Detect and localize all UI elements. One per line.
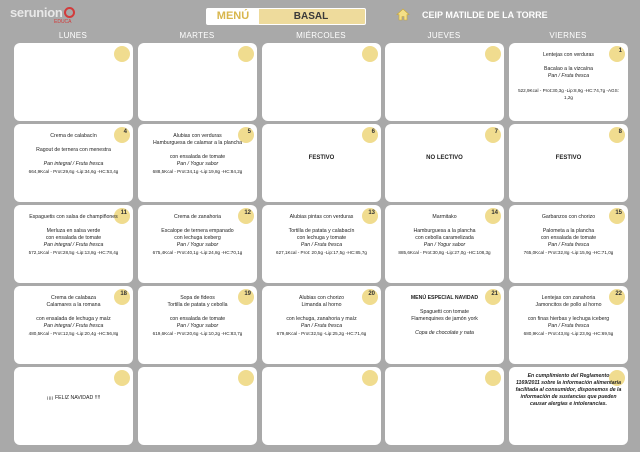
menu-line bbox=[144, 147, 251, 154]
day-label-monday: LUNES bbox=[58, 31, 88, 40]
day-number-badge: 21 bbox=[485, 289, 501, 305]
day-number-badge: 15 bbox=[609, 208, 625, 224]
day-menu-content bbox=[144, 133, 251, 199]
menu-line: Pan / Yogur sabor bbox=[176, 242, 219, 248]
day-cell bbox=[262, 124, 381, 202]
day-number-badge: 13 bbox=[362, 208, 378, 224]
menu-line: con ensalada de tomate bbox=[540, 235, 597, 241]
serunion-logo bbox=[10, 5, 75, 20]
day-cell bbox=[509, 124, 628, 202]
menu-line: Tortilla de patata y calabacín bbox=[288, 228, 355, 234]
menu-line: 522,9Kcal - Prot:30,3g -Lip:8,9g -HC:74,7g -AGS: 1,2g bbox=[518, 88, 619, 100]
day-menu-content bbox=[268, 154, 375, 199]
day-cell bbox=[385, 286, 504, 364]
day-label-tuesday: MARTES bbox=[179, 31, 215, 40]
menu-type-pill bbox=[206, 8, 366, 25]
menu-line: Pan / Fruta fresca bbox=[300, 323, 343, 329]
menu-line: con ensalada de tomate bbox=[169, 316, 226, 322]
menu-line: con ensalada de lechuga y maíz bbox=[36, 316, 111, 322]
menu-line: con finas hierbas y lechuga iceberg bbox=[527, 316, 610, 322]
menu-line: Merluza en salsa verde bbox=[46, 228, 101, 234]
day-number-badge: 18 bbox=[114, 289, 130, 305]
day-cell bbox=[385, 367, 504, 445]
menu-type-label: BASAL bbox=[293, 11, 329, 22]
menu-line: con ensalada de tomate bbox=[45, 235, 102, 241]
day-menu-content bbox=[391, 376, 498, 442]
day-cell bbox=[138, 43, 257, 121]
menu-line: con lechuga y tomate bbox=[296, 235, 347, 241]
menu-line: FESTIVO bbox=[308, 155, 335, 161]
day-cell bbox=[509, 367, 628, 445]
menu-line: Pan integral / Fruta fresca bbox=[43, 242, 104, 248]
menu-line bbox=[391, 221, 498, 228]
menu-line: 572,1Kcal - Prot:28,5g -Lip:13,8g -HC:78,4g bbox=[28, 250, 119, 255]
menu-line: Crema de calabacín bbox=[50, 133, 97, 139]
menu-line: Pan / Yogur sabor bbox=[176, 323, 219, 329]
day-menu-content bbox=[144, 376, 251, 442]
day-cell bbox=[509, 286, 628, 364]
menu-line: Lentejas con verduras bbox=[542, 52, 595, 58]
header bbox=[0, 0, 640, 30]
menu-line bbox=[144, 221, 251, 228]
menu-line: Marmitako bbox=[432, 214, 457, 220]
menu-line bbox=[391, 323, 498, 330]
day-label-thursday: JUEVES bbox=[427, 31, 461, 40]
menu-line: Limanda al horno bbox=[301, 302, 342, 308]
menu-line bbox=[20, 309, 127, 316]
day-menu-content bbox=[515, 373, 622, 442]
menu-line: Hamburguesa de calamar a la plancha bbox=[152, 140, 243, 146]
menu-line: con ensalada de tomate bbox=[169, 154, 226, 160]
logo-text: serunion bbox=[10, 5, 63, 20]
menu-label: MENÚ bbox=[207, 9, 259, 24]
menu-line: Lentejas con zanahoria bbox=[541, 295, 596, 301]
day-cell bbox=[262, 286, 381, 364]
menu-line bbox=[20, 154, 127, 161]
menu-line: Pan / Fruta fresca bbox=[547, 242, 590, 248]
day-number-badge: 8 bbox=[609, 127, 625, 143]
menu-line: 675,4Kcal - Prot:40,1g -Lip:24,8g -HC:70,1g bbox=[152, 250, 243, 255]
day-cell bbox=[14, 205, 133, 283]
day-number-badge: 20 bbox=[362, 289, 378, 305]
menu-line: Pan / Yogur sabor bbox=[423, 242, 466, 248]
menu-line: Hamburguesa a la plancha bbox=[413, 228, 476, 234]
day-number-badge: 12 bbox=[238, 208, 254, 224]
menu-line: Copa de chocolate y nata bbox=[415, 330, 474, 336]
weekday-header-row bbox=[14, 31, 628, 41]
menu-line bbox=[515, 309, 622, 316]
logo-subtitle: EDUCA bbox=[54, 19, 72, 25]
day-number-badge: 11 bbox=[114, 208, 130, 224]
menu-line bbox=[515, 221, 622, 228]
menu-line: MENÚ ESPECIAL NAVIDAD bbox=[410, 295, 479, 301]
menu-line: con lechuga iceberg bbox=[174, 235, 221, 241]
day-label-friday: VIERNES bbox=[549, 31, 587, 40]
menu-line bbox=[515, 80, 622, 87]
day-cell bbox=[262, 367, 381, 445]
menu-line: Calamares a la romana bbox=[46, 302, 101, 308]
day-cell bbox=[262, 43, 381, 121]
day-menu-content bbox=[20, 295, 127, 361]
menu-line: 480,5Kcal - Prot:12,5g -Lip:20,4g -HC:56,8g bbox=[28, 331, 119, 336]
menu-line: Crema de calabaza bbox=[51, 295, 96, 301]
day-menu-content bbox=[20, 52, 127, 118]
menu-line: Pan / Fruta fresca bbox=[300, 242, 343, 248]
home-icon[interactable] bbox=[396, 8, 410, 21]
menu-line bbox=[20, 221, 127, 228]
day-menu-content bbox=[20, 133, 127, 199]
menu-line bbox=[144, 309, 251, 316]
menu-line: En cumplimiento del Reglamento 1169/2011 sobre la información alimentaria facilitada al consumidor, disponemos de la información de sustancias que pueden causar alergias e intolerancias. bbox=[515, 373, 622, 407]
day-number-badge: 1 bbox=[609, 46, 625, 62]
menu-line: Ragout de ternera con menestra bbox=[36, 147, 111, 153]
day-number-badge: 14 bbox=[485, 208, 501, 224]
day-number-badge bbox=[114, 370, 130, 386]
menu-line: NO LECTIVO bbox=[426, 155, 463, 161]
day-menu-content bbox=[515, 154, 622, 199]
menu-line: Alubias con chorizo bbox=[299, 295, 344, 301]
day-menu-content bbox=[391, 154, 498, 199]
menu-line bbox=[20, 140, 127, 147]
day-cell bbox=[385, 43, 504, 121]
menu-line: 680,9Kcal - Prot:43,8g -Lip:23,9g -HC:69,5g bbox=[523, 331, 614, 336]
day-menu-content bbox=[268, 52, 375, 118]
day-menu-content bbox=[391, 52, 498, 118]
day-menu-content bbox=[391, 295, 498, 361]
day-cell bbox=[138, 367, 257, 445]
day-cell bbox=[138, 124, 257, 202]
menu-line: 885,6Kcal - Prot:30,8g -Lip:27,0g -HC:108,3g bbox=[398, 250, 491, 255]
day-number-badge: 4 bbox=[114, 127, 130, 143]
menu-line: ¡¡¡¡ FELIZ NAVIDAD !!!! bbox=[46, 395, 101, 401]
menu-line: 664,9Kcal - Prot:29,6g -Lip:34,6g -HC:53,4g bbox=[28, 169, 119, 174]
menu-line bbox=[268, 309, 375, 316]
menu-line: Palometa a la plancha bbox=[542, 228, 595, 234]
menu-line: Alubias con verduras bbox=[173, 133, 222, 139]
menu-line: Pan / Yogur sabor bbox=[176, 161, 219, 167]
day-menu-content bbox=[144, 214, 251, 280]
day-number-badge: 6 bbox=[362, 127, 378, 143]
menu-line: Tortilla de patata y cebolla bbox=[167, 302, 228, 308]
menu-line: Spaguetti con tomate bbox=[419, 309, 470, 315]
menu-line: 679,6Kcal - Prot:32,5g -Lip:25,2g -HC:71,6g bbox=[276, 331, 367, 336]
menu-line: Flamenquines de jamón york bbox=[411, 316, 478, 322]
day-menu-content bbox=[144, 52, 251, 118]
day-number-badge: 7 bbox=[485, 127, 501, 143]
day-menu-content bbox=[268, 376, 375, 442]
day-number-badge: 19 bbox=[238, 289, 254, 305]
menu-line: Pan integral / Fruta fresca bbox=[43, 161, 104, 167]
menu-line bbox=[268, 221, 375, 228]
day-menu-content bbox=[515, 214, 622, 280]
logo-mark-icon bbox=[64, 7, 75, 18]
menu-line: con cebolla caramelizada bbox=[415, 235, 474, 241]
day-menu-content bbox=[391, 214, 498, 280]
day-cell bbox=[14, 43, 133, 121]
day-cell bbox=[385, 124, 504, 202]
day-cell bbox=[262, 205, 381, 283]
day-label-wednesday: MIÉRCOLES bbox=[296, 31, 346, 40]
menu-line: Pan integral / Fruta fresca bbox=[43, 323, 104, 329]
day-menu-content bbox=[20, 214, 127, 280]
menu-line: Garbanzos con chorizo bbox=[541, 214, 596, 220]
menu-line: con lechuga, zanahoria y maíz bbox=[286, 316, 357, 322]
menu-line: 688,5Kcal - Prot:34,1g -Lip:19,8g -HC:84,2g bbox=[152, 169, 243, 174]
day-menu-content bbox=[268, 295, 375, 361]
menu-line: Espaguetis con salsa de champiñones bbox=[29, 214, 118, 220]
school-name: CEIP MATILDE DE LA TORRE bbox=[422, 10, 548, 20]
menu-line: 619,6Kcal - Prot:20,6g -Lip:10,2g -HC:83,7g bbox=[152, 331, 243, 336]
menu-line: Crema de zanahoria bbox=[173, 214, 221, 220]
day-number-badge: 5 bbox=[238, 127, 254, 143]
day-cell bbox=[14, 124, 133, 202]
menu-line: 765,0Kcal - Prot:32,8g -Lip:15,9g -HC:71,0g bbox=[523, 250, 614, 255]
menu-line: Pan / Fruta fresca bbox=[547, 323, 590, 329]
day-menu-content bbox=[515, 52, 622, 118]
day-menu-content bbox=[144, 295, 251, 361]
day-cell bbox=[138, 205, 257, 283]
menu-line: Sopa de fideos bbox=[180, 295, 215, 301]
day-menu-content bbox=[515, 295, 622, 361]
day-cell bbox=[385, 205, 504, 283]
menu-line: Escalope de ternera empanado bbox=[161, 228, 234, 234]
day-cell bbox=[509, 205, 628, 283]
day-menu-content bbox=[20, 395, 127, 442]
day-number-badge: 22 bbox=[609, 289, 625, 305]
menu-line bbox=[515, 59, 622, 66]
day-cell bbox=[509, 43, 628, 121]
menu-line: Alubias pintas con verduras bbox=[289, 214, 354, 220]
menu-line: 627,1Kcal - Prot: 20,5g -Lip:17,5g -HC:85,7g bbox=[276, 250, 367, 255]
menu-line bbox=[391, 302, 498, 309]
menu-line: FESTIVO bbox=[555, 155, 582, 161]
day-menu-content bbox=[268, 214, 375, 280]
day-cell bbox=[14, 286, 133, 364]
day-cell bbox=[138, 286, 257, 364]
menu-line: Bacalao a la vizcaína bbox=[543, 66, 594, 72]
menu-line: Pan / Fruta fresca bbox=[547, 73, 590, 79]
menu-line: Jamoncitos de pollo al horno bbox=[535, 302, 602, 308]
day-cell bbox=[14, 367, 133, 445]
